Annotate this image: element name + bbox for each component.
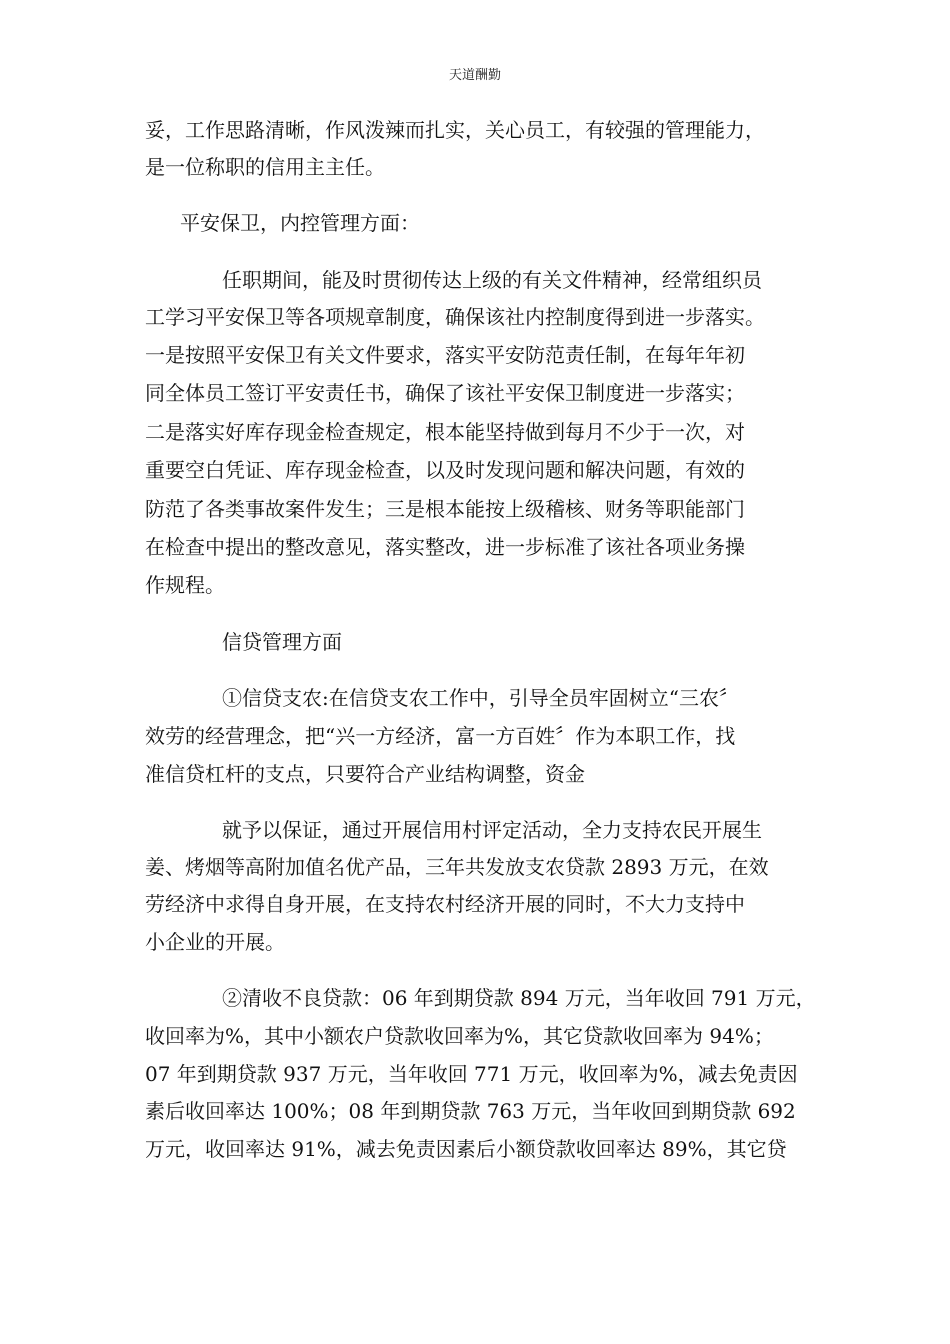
text-line: 万元，收回率达 91%，减去免责因素后小额贷款收回率达 89%，其它贷 bbox=[145, 1137, 787, 1161]
text-line: 作规程。 bbox=[145, 573, 225, 597]
text-line: 小企业的开展。 bbox=[145, 930, 285, 954]
text-line: 就予以保证，通过开展信用村评定活动，全力支持农民开展生 bbox=[222, 818, 762, 842]
text-line: 任职期间，能及时贯彻传达上级的有关文件精神，经常组织员 bbox=[222, 268, 762, 292]
section-heading: 信贷管理方面 bbox=[222, 630, 342, 654]
text-line: 重要空白凭证、库存现金检查，以及时发现问题和解决问题，有效的 bbox=[145, 458, 745, 482]
page-header: 天道酬勤 bbox=[448, 68, 501, 83]
text-line: 07 年到期贷款 937 万元，当年收回 771 万元，收回率为%，减去免责因 bbox=[145, 1062, 798, 1086]
text-line: 是一位称职的信用主主任。 bbox=[145, 155, 385, 179]
text-line: 一是按照平安保卫有关文件要求，落实平安防范责任制，在每年年初 bbox=[145, 343, 745, 367]
text-line: 防范了各类事故案件发生；三是根本能按上级稽核、财务等职能部门 bbox=[145, 497, 745, 521]
text-line: 二是落实好库存现金检查规定，根本能坚持做到每月不少于一次，对 bbox=[145, 420, 745, 444]
text-line: 劳经济中求得自身开展，在支持农村经济开展的同时，不大力支持中 bbox=[145, 892, 745, 916]
text-line: 同全体员工签订平安责任书，确保了该社平安保卫制度进一步落实； bbox=[145, 381, 745, 405]
text-line: 工学习平安保卫等各项规章制度，确保该社内控制度得到进一步落实。 bbox=[145, 305, 765, 329]
text-line: 妥，工作思路清晰，作风泼辣而扎实，关心员工，有较强的管理能力， bbox=[145, 118, 765, 142]
text-line: 准信贷杠杆的支点，只要符合产业结构调整，资金 bbox=[145, 762, 585, 786]
text-line: 姜、烤烟等高附加值名优产品，三年共发放支农贷款 2893 万元，在效 bbox=[145, 855, 769, 879]
text-line: 素后收回率达 100%；08 年到期贷款 763 万元，当年收回到期贷款 692 bbox=[145, 1099, 796, 1123]
text-line: 在检查中提出的整改意见，落实整改，进一步标准了该社各项业务操 bbox=[145, 535, 745, 559]
text-line: ②清收不良贷款：06 年到期贷款 894 万元，当年收回 791 万元， bbox=[222, 986, 816, 1010]
text-line: ①信贷支农:在信贷支农工作中，引导全员牢固树立“三农〞 bbox=[222, 686, 739, 710]
text-line: 收回率为%，其中小额农户贷款收回率为%，其它贷款收回率为 94%； bbox=[145, 1024, 774, 1048]
text-line: 效劳的经营理念，把“兴一方经济，富一方百姓〞作为本职工作，找 bbox=[145, 724, 736, 748]
section-heading: 平安保卫，内控管理方面： bbox=[180, 211, 420, 235]
